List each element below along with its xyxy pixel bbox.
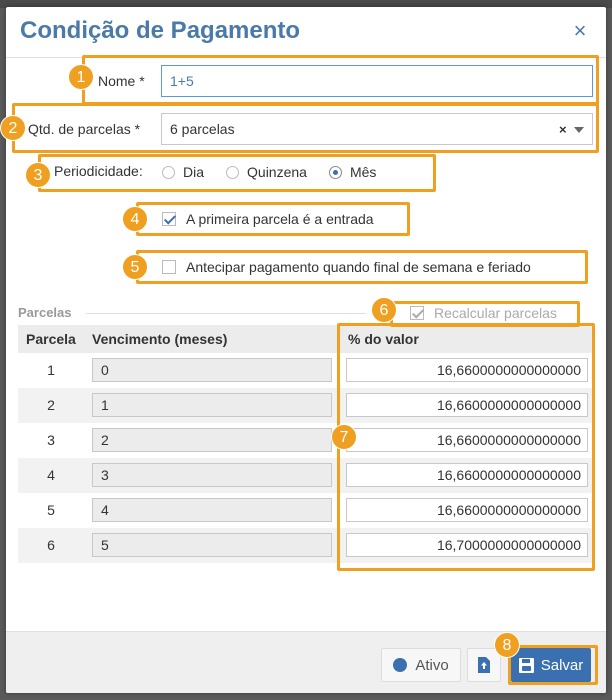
clear-icon[interactable]: × — [559, 122, 567, 137]
antecipar-pagamento-label: Antecipar pagamento quando final de semana e feriado — [186, 259, 531, 275]
file-upload-icon — [477, 657, 491, 673]
highlight-box-8 — [508, 645, 598, 685]
highlight-box-7 — [337, 323, 595, 571]
annotation-badge-4: 4 — [122, 206, 148, 232]
vencimento-field: 5 — [92, 533, 332, 557]
vencimento-field: 0 — [92, 358, 332, 382]
highlight-box-5 — [136, 250, 588, 284]
ativo-label: Ativo — [415, 656, 449, 674]
pct-field[interactable]: 16,6600000000000000 — [346, 463, 588, 487]
qtd-parcelas-label: Qtd. de parcelas * — [28, 121, 141, 137]
vencimento-field: 2 — [92, 428, 332, 452]
radio-dia-label: Dia — [183, 164, 205, 180]
pct-field[interactable]: 16,6600000000000000 — [346, 393, 588, 417]
pct-field[interactable]: 16,7000000000000000 — [346, 533, 588, 557]
vencimento-field: 1 — [92, 393, 332, 417]
highlight-box-1 — [82, 55, 599, 105]
annotation-badge-3: 3 — [25, 162, 51, 188]
col-parcela-header: Parcela — [26, 331, 76, 347]
highlight-box-3 — [38, 154, 436, 192]
radio-quinzena-label: Quinzena — [247, 164, 307, 180]
pct-field[interactable]: 16,6600000000000000 — [346, 358, 588, 382]
parcelas-section-title: Parcelas — [18, 305, 72, 320]
annotation-badge-7: 7 — [331, 424, 357, 450]
parcela-number: 3 — [47, 432, 55, 448]
vencimento-field: 3 — [92, 463, 332, 487]
pct-field[interactable]: 16,6600000000000000 — [346, 428, 588, 452]
parcela-number: 4 — [47, 467, 55, 483]
col-pct-header: % do valor — [348, 331, 419, 347]
pct-field[interactable]: 16,6600000000000000 — [346, 498, 588, 522]
annotation-badge-1: 1 — [68, 64, 94, 90]
salvar-label: Salvar — [540, 656, 584, 674]
primeira-parcela-entrada-label: A primeira parcela é a entrada — [186, 211, 374, 227]
annotation-badge-5: 5 — [122, 254, 148, 280]
recalcular-parcelas-label: Recalcular parcelas — [434, 305, 557, 321]
col-vencimento-header: Vencimento (meses) — [92, 331, 228, 347]
ativo-button[interactable] — [381, 648, 461, 682]
annotation-badge-6: 6 — [371, 297, 397, 323]
vencimento-field: 4 — [92, 498, 332, 522]
close-icon[interactable]: × — [573, 18, 587, 43]
nome-label: Nome * — [98, 73, 145, 89]
parcela-number: 1 — [47, 362, 55, 378]
annotation-badge-8: 8 — [494, 632, 520, 658]
annotation-badge-2: 2 — [0, 115, 26, 141]
radio-mes-label: Mês — [349, 164, 377, 180]
qtd-parcelas-value: 6 parcelas — [170, 121, 235, 137]
highlight-box-4 — [136, 202, 410, 236]
parcela-number: 6 — [47, 537, 55, 553]
parcela-number: 5 — [47, 502, 55, 518]
nome-value: 1+5 — [170, 73, 194, 89]
periodicidade-label: Periodicidade: — [54, 163, 143, 179]
status-dot-icon — [393, 658, 407, 672]
parcela-number: 2 — [47, 397, 55, 413]
dialog-title: Condição de Pagamento — [20, 17, 301, 44]
highlight-box-2 — [12, 103, 599, 153]
section-divider — [86, 313, 366, 314]
